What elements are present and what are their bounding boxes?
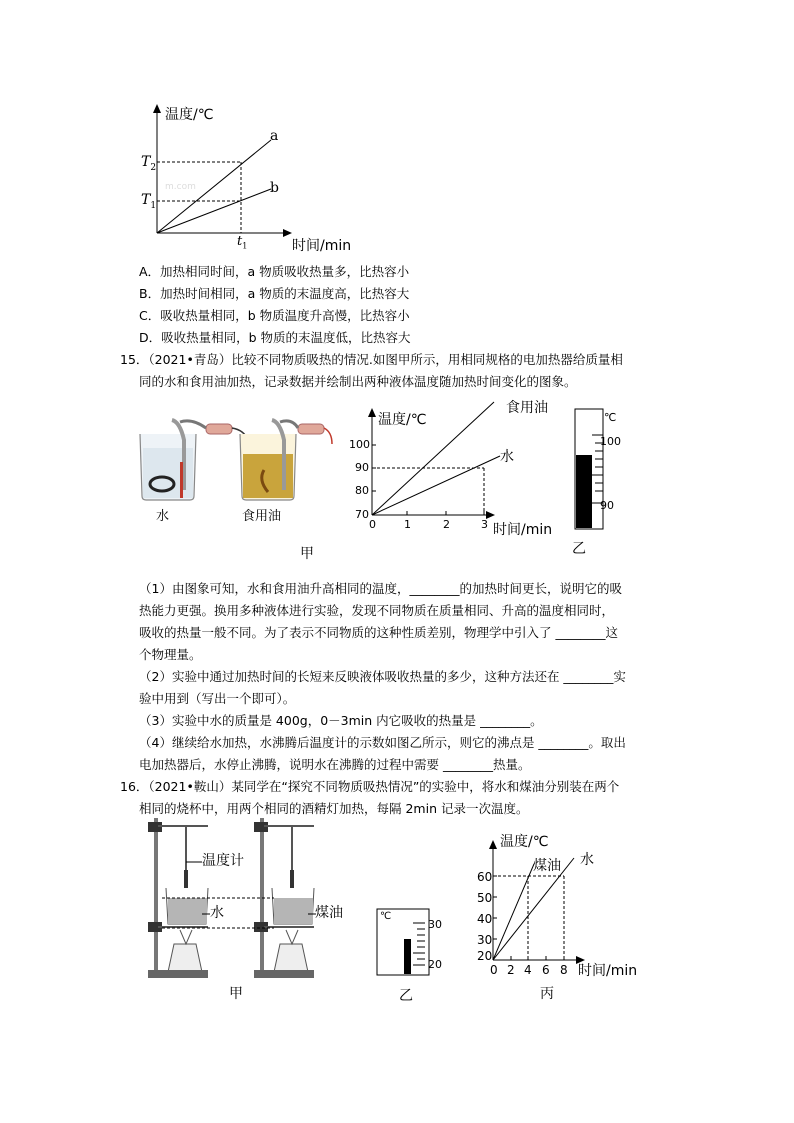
q16-graph-ytick-50: 50 [477, 891, 493, 905]
y-axis-arrow [368, 408, 376, 417]
beaker-water [140, 420, 248, 500]
q15-graph-xtick-3: 3 [481, 518, 488, 531]
q15-sub1-line2: 热能力更强。换用多种液体进行实验，发现不同物质在质量相同、升高的温度相同时， [139, 603, 615, 618]
line-b [157, 189, 271, 233]
q16-apparatus [140, 810, 360, 990]
q16-temperature-graph [470, 830, 640, 970]
q15-thermo-unit: ℃ [604, 411, 617, 424]
q16-graph-xtick-2: 2 [507, 963, 515, 977]
q15-sub1-line4: 个物理量。 [139, 647, 202, 662]
q15-graph-oil-label: 食用油 [506, 400, 548, 416]
y-axis-arrow [489, 840, 497, 849]
q15-beakers-illustration [132, 400, 347, 510]
q15-graph-xtick-1: 1 [404, 518, 411, 531]
q16-graph-ylabel: 温度/℃ [500, 834, 549, 850]
q16-stem-line2: 相同的烧杯中，用两个相同的酒精灯加热，每隔 2min 记录一次温度。 [139, 801, 529, 816]
q14-label-b: b [270, 180, 279, 196]
q15-thermo-100: 100 [600, 435, 621, 448]
q16-stem-line1: 16．（2021•鞍山）某同学在“探究不同物质吸热情况”的实验中，将水和煤油分别装在两个 [120, 779, 620, 794]
q14-label-a: a [270, 128, 279, 144]
q16-graph-xtick-4: 4 [524, 963, 532, 977]
q16-graph-xlabel: 时间/min [578, 963, 638, 979]
beaker-oil [240, 420, 332, 500]
q16-graph-xtick-0: 0 [490, 963, 498, 977]
q14-option-b: B．加热时间相同，a 物质的末温度高，比热容大 [139, 286, 410, 301]
q16-graph-ytick-20: 20 [477, 949, 493, 963]
q14-ylabel: 温度/℃ [165, 107, 214, 123]
q16-thermo-unit: ℃ [380, 911, 392, 922]
q15-sub1-line1: （1）由图象可知，水和食用油升高相同的温度，________的加热时间更长，说明它的吸 [139, 581, 622, 596]
q15-graph-ytick-100: 100 [349, 438, 370, 451]
q15-sub4-line1: （4）继续给水加热，水沸腾后温度计的示数如图乙所示，则它的沸点是 ________。取出 [139, 735, 626, 750]
q14-option-c: C．吸收热量相同，b 物质温度升高慢，比热容小 [139, 308, 410, 323]
q14-label-T2: $T_2$ [141, 154, 157, 173]
q16-thermo-20: 20 [428, 958, 442, 971]
q16-fig-label-jia: 甲 [229, 986, 243, 1002]
q15-graph-water-label: 水 [500, 449, 514, 465]
q15-graph-xtick-2: 2 [443, 518, 450, 531]
q15-fig-label-yi: 乙 [572, 541, 586, 557]
water-line [372, 456, 500, 515]
x-axis-arrow [283, 229, 292, 237]
q16-graph-xtick-6: 6 [542, 963, 550, 977]
q16-fig-label-yi: 乙 [399, 988, 413, 1004]
q15-sub2-line2: 验中用到（写出一个即可）。 [139, 691, 296, 706]
q15-beaker1-label: 水 [156, 509, 170, 524]
q15-sub1-line3: 吸收的热量一般不同。为了表示不同物质的这种性质差别，物理学中引入了 ________这 [139, 625, 618, 640]
q15-graph-ytick-80: 80 [355, 484, 369, 497]
q15-graph-ytick-90: 90 [355, 461, 369, 474]
q16-thermometer-label: 温度计 [202, 853, 244, 869]
q15-sub2-line1: （2）实验中通过加热时间的长短来反映液体吸收热量的多少，这种方法还在 ________实 [139, 669, 626, 684]
q15-sub4-line2: 电加热器后，水停止沸腾，说明水在沸腾的过程中需要 ________热量。 [139, 757, 531, 772]
q15-thermo-90: 90 [600, 499, 614, 512]
q16-thermo-30: 30 [428, 918, 442, 931]
q16-kerosene-label: 煤油 [315, 905, 343, 921]
q16-graph-ytick-30: 30 [477, 933, 493, 947]
q15-graph-xtick-0: 0 [369, 518, 376, 531]
y-axis-arrow [153, 104, 161, 113]
q14-label-T1: $T_1$ [141, 192, 157, 211]
q14-option-a: A．加热相同时间，a 物质吸收热量多，比热容小 [139, 264, 410, 279]
q14-option-d: D．吸收热量相同，b 物质的末温度低，比热容大 [139, 330, 411, 345]
q15-sub3: （3）实验中水的质量是 400g，0－3min 内它吸收的热量是 ________。 [139, 713, 543, 728]
q16-graph-kerosene: 煤油 [533, 858, 561, 874]
q16-graph-ytick-40: 40 [477, 912, 493, 926]
q16-fig-label-bing: 丙 [540, 986, 554, 1002]
q16-graph-ytick-60: 60 [477, 870, 493, 884]
q15-graph-xlabel: 时间/min [493, 522, 553, 538]
q15-graph-ytick-70: 70 [355, 508, 369, 521]
q15-fig-label-jia: 甲 [300, 546, 314, 562]
q15-temperature-graph [340, 400, 550, 530]
q15-stem-line2: 同的水和食用油加热，记录数据并绘制出两种液体温度随加热时间变化的图象。 [139, 374, 577, 389]
q14-xlabel: 时间/min [292, 238, 352, 254]
q15-graph-ylabel: 温度/℃ [378, 412, 427, 428]
q14-watermark: m.com [165, 182, 196, 192]
q15-beaker2-label: 食用油 [242, 509, 282, 524]
q14-label-t1: $t_1$ [237, 234, 248, 251]
q16-graph-water: 水 [580, 852, 594, 868]
q16-water-label: 水 [210, 905, 224, 921]
q15-stem-line1: 15．（2021•青岛）比较不同物质吸热的情况.如图甲所示，用相同规格的电加热器给质量相 [120, 352, 623, 367]
q16-graph-xtick-8: 8 [560, 963, 568, 977]
